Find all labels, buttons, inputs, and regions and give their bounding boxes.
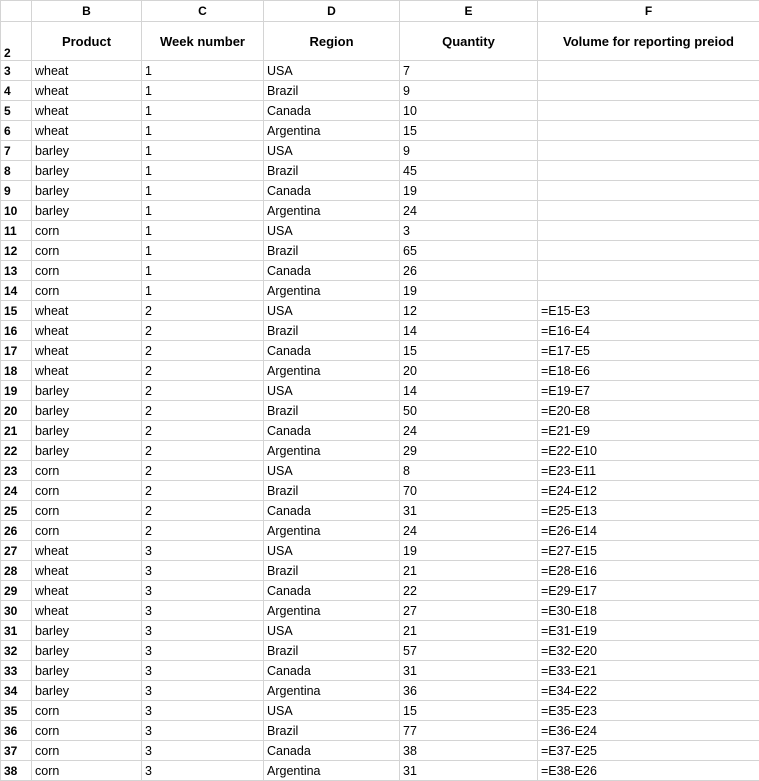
cell-volume[interactable]	[538, 81, 759, 101]
cell-quantity[interactable]: 22	[400, 581, 538, 601]
table-row	[1, 401, 759, 421]
cell-week-number[interactable]: 2	[142, 301, 264, 321]
cell-volume[interactable]	[538, 121, 759, 141]
table-row	[1, 61, 759, 81]
cell-week-number[interactable]: 2	[142, 481, 264, 501]
cell-product[interactable]: corn	[32, 741, 142, 761]
cell-quantity[interactable]: 31	[400, 501, 538, 521]
cell-region[interactable]: USA	[264, 701, 400, 721]
cell-volume[interactable]	[538, 101, 759, 121]
cell-quantity[interactable]: 12	[400, 301, 538, 321]
table-row	[1, 161, 759, 181]
cell-volume[interactable]: =E21-E9	[538, 421, 759, 441]
row-number[interactable]: 5	[1, 101, 32, 121]
cell-week-number[interactable]: 1	[142, 161, 264, 181]
cell-region[interactable]: USA	[264, 301, 400, 321]
cell-region[interactable]: USA	[264, 381, 400, 401]
row-number[interactable]: 33	[1, 661, 32, 681]
cell-volume[interactable]: =E25-E13	[538, 501, 759, 521]
table-row	[1, 321, 759, 341]
cell-quantity[interactable]: 36	[400, 681, 538, 701]
row-number[interactable]: 30	[1, 601, 32, 621]
cell-week-number[interactable]: 3	[142, 761, 264, 781]
cell-product[interactable]: wheat	[32, 541, 142, 561]
cell-volume[interactable]: =E20-E8	[538, 401, 759, 421]
cell-quantity[interactable]: 27	[400, 601, 538, 621]
cell-region[interactable]: Brazil	[264, 81, 400, 101]
cell-product[interactable]: barley	[32, 381, 142, 401]
cell-product[interactable]: barley	[32, 621, 142, 641]
cell-volume[interactable]: =E38-E26	[538, 761, 759, 781]
table-row	[1, 521, 759, 541]
select-all-corner[interactable]	[1, 1, 32, 22]
cell-quantity[interactable]: 10	[400, 101, 538, 121]
table-row	[1, 501, 759, 521]
cell-region[interactable]: USA	[264, 461, 400, 481]
cell-volume[interactable]: =E27-E15	[538, 541, 759, 561]
cell-quantity[interactable]: 24	[400, 421, 538, 441]
cell-volume[interactable]: =E34-E22	[538, 681, 759, 701]
cell-region[interactable]: Argentina	[264, 521, 400, 541]
cell-volume[interactable]	[538, 221, 759, 241]
cell-week-number[interactable]: 2	[142, 341, 264, 361]
table-row	[1, 761, 759, 781]
table-row	[1, 561, 759, 581]
cell-region[interactable]: Argentina	[264, 601, 400, 621]
table-row	[1, 721, 759, 741]
cell-week-number[interactable]: 2	[142, 501, 264, 521]
row-number[interactable]: 9	[1, 181, 32, 201]
cell-week-number[interactable]: 3	[142, 681, 264, 701]
cell-volume[interactable]: =E22-E10	[538, 441, 759, 461]
row-number[interactable]: 19	[1, 381, 32, 401]
cell-quantity[interactable]: 20	[400, 361, 538, 381]
cell-quantity[interactable]: 29	[400, 441, 538, 461]
cell-week-number[interactable]: 2	[142, 441, 264, 461]
cell-region[interactable]: Argentina	[264, 681, 400, 701]
cell-product[interactable]: wheat	[32, 341, 142, 361]
cell-week-number[interactable]: 3	[142, 541, 264, 561]
header-region[interactable]: Region	[264, 22, 400, 61]
cell-quantity[interactable]: 77	[400, 721, 538, 741]
cell-quantity[interactable]: 9	[400, 81, 538, 101]
cell-product[interactable]: corn	[32, 461, 142, 481]
cell-week-number[interactable]: 3	[142, 721, 264, 741]
cell-quantity[interactable]: 9	[400, 141, 538, 161]
cell-region[interactable]: Canada	[264, 341, 400, 361]
cell-quantity[interactable]: 15	[400, 341, 538, 361]
cell-volume[interactable]: =E16-E4	[538, 321, 759, 341]
cell-quantity[interactable]: 19	[400, 281, 538, 301]
cell-volume[interactable]: =E36-E24	[538, 721, 759, 741]
cell-region[interactable]: Argentina	[264, 361, 400, 381]
cell-region[interactable]: Canada	[264, 261, 400, 281]
cell-quantity[interactable]: 24	[400, 521, 538, 541]
table-row	[1, 341, 759, 361]
cell-week-number[interactable]: 1	[142, 121, 264, 141]
cell-quantity[interactable]: 7	[400, 61, 538, 81]
cell-product[interactable]: barley	[32, 181, 142, 201]
cell-region[interactable]: USA	[264, 141, 400, 161]
cell-region[interactable]: Canada	[264, 581, 400, 601]
table-row	[1, 81, 759, 101]
table-row	[1, 101, 759, 121]
row-number[interactable]: 31	[1, 621, 32, 641]
cell-quantity[interactable]: 38	[400, 741, 538, 761]
cell-volume[interactable]	[538, 201, 759, 221]
cell-product[interactable]: corn	[32, 221, 142, 241]
column-header-f[interactable]: F	[538, 1, 759, 22]
cell-volume[interactable]	[538, 61, 759, 81]
row-number[interactable]: 4	[1, 81, 32, 101]
table-row	[1, 201, 759, 221]
row-number[interactable]: 13	[1, 261, 32, 281]
cell-week-number[interactable]: 2	[142, 321, 264, 341]
cell-region[interactable]: USA	[264, 541, 400, 561]
row-number[interactable]: 3	[1, 61, 32, 81]
cell-volume[interactable]: =E30-E18	[538, 601, 759, 621]
cell-week-number[interactable]: 2	[142, 521, 264, 541]
cell-week-number[interactable]: 3	[142, 621, 264, 641]
cell-product[interactable]: corn	[32, 721, 142, 741]
row-number[interactable]: 28	[1, 561, 32, 581]
cell-product[interactable]: corn	[32, 281, 142, 301]
cell-quantity[interactable]: 21	[400, 621, 538, 641]
cell-region[interactable]: Canada	[264, 741, 400, 761]
cell-volume[interactable]	[538, 241, 759, 261]
row-number[interactable]: 6	[1, 121, 32, 141]
table-row	[1, 581, 759, 601]
row-number[interactable]: 7	[1, 141, 32, 161]
cell-region[interactable]: USA	[264, 61, 400, 81]
cell-quantity[interactable]: 57	[400, 641, 538, 661]
row-number[interactable]: 12	[1, 241, 32, 261]
table-row	[1, 361, 759, 381]
cell-quantity[interactable]: 15	[400, 701, 538, 721]
cell-week-number[interactable]: 1	[142, 241, 264, 261]
row-number[interactable]: 29	[1, 581, 32, 601]
cell-product[interactable]: barley	[32, 441, 142, 461]
cell-volume[interactable]: =E29-E17	[538, 581, 759, 601]
cell-week-number[interactable]: 3	[142, 741, 264, 761]
cell-week-number[interactable]: 3	[142, 701, 264, 721]
cell-quantity[interactable]: 26	[400, 261, 538, 281]
header-volume-for-reporting-period[interactable]: Volume for reporting preiod	[538, 22, 759, 61]
cell-week-number[interactable]: 3	[142, 561, 264, 581]
cell-region[interactable]: Brazil	[264, 561, 400, 581]
cell-volume[interactable]	[538, 181, 759, 201]
cell-week-number[interactable]: 3	[142, 601, 264, 621]
cell-region[interactable]: USA	[264, 221, 400, 241]
cell-quantity[interactable]: 8	[400, 461, 538, 481]
cell-region[interactable]: Canada	[264, 501, 400, 521]
cell-product[interactable]: wheat	[32, 581, 142, 601]
table-row	[1, 701, 759, 721]
table-row	[1, 421, 759, 441]
cell-product[interactable]: wheat	[32, 321, 142, 341]
table-row	[1, 221, 759, 241]
row-number[interactable]: 34	[1, 681, 32, 701]
row-number[interactable]: 21	[1, 421, 32, 441]
cell-region[interactable]: Canada	[264, 181, 400, 201]
cell-volume[interactable]: =E31-E19	[538, 621, 759, 641]
cell-region[interactable]: Argentina	[264, 761, 400, 781]
cell-region[interactable]: Brazil	[264, 241, 400, 261]
cell-quantity[interactable]: 3	[400, 221, 538, 241]
cell-product[interactable]: corn	[32, 261, 142, 281]
cell-volume[interactable]: =E15-E3	[538, 301, 759, 321]
table-row	[1, 181, 759, 201]
table-row	[1, 441, 759, 461]
table-row	[1, 681, 759, 701]
table-row	[1, 601, 759, 621]
table-row	[1, 541, 759, 561]
cell-volume[interactable]: =E17-E5	[538, 341, 759, 361]
cell-week-number[interactable]: 3	[142, 581, 264, 601]
cell-week-number[interactable]: 3	[142, 641, 264, 661]
row-number[interactable]: 2	[1, 22, 32, 61]
cell-quantity[interactable]: 65	[400, 241, 538, 261]
cell-volume[interactable]: =E23-E11	[538, 461, 759, 481]
table-row	[1, 481, 759, 501]
cell-product[interactable]: wheat	[32, 121, 142, 141]
cell-product[interactable]: wheat	[32, 81, 142, 101]
cell-product[interactable]: wheat	[32, 61, 142, 81]
cell-region[interactable]: Canada	[264, 661, 400, 681]
cell-region[interactable]: Argentina	[264, 281, 400, 301]
row-number[interactable]: 8	[1, 161, 32, 181]
cell-product[interactable]: corn	[32, 241, 142, 261]
cell-week-number[interactable]: 1	[142, 221, 264, 241]
row-number[interactable]: 36	[1, 721, 32, 741]
cell-product[interactable]: corn	[32, 761, 142, 781]
cell-product[interactable]: barley	[32, 421, 142, 441]
row-number[interactable]: 24	[1, 481, 32, 501]
table-header-row	[1, 22, 759, 61]
cell-region[interactable]: Argentina	[264, 121, 400, 141]
cell-quantity[interactable]: 31	[400, 761, 538, 781]
cell-quantity[interactable]: 21	[400, 561, 538, 581]
cell-week-number[interactable]: 3	[142, 661, 264, 681]
cell-region[interactable]: Brazil	[264, 481, 400, 501]
row-number[interactable]: 25	[1, 501, 32, 521]
cell-volume[interactable]: =E35-E23	[538, 701, 759, 721]
cell-volume[interactable]	[538, 141, 759, 161]
cell-week-number[interactable]: 1	[142, 281, 264, 301]
cell-region[interactable]: Argentina	[264, 441, 400, 461]
cell-quantity[interactable]: 45	[400, 161, 538, 181]
row-number[interactable]: 23	[1, 461, 32, 481]
cell-product[interactable]: barley	[32, 641, 142, 661]
cell-week-number[interactable]: 1	[142, 261, 264, 281]
row-number[interactable]: 38	[1, 761, 32, 781]
cell-product[interactable]: barley	[32, 201, 142, 221]
row-number[interactable]: 37	[1, 741, 32, 761]
column-header-d[interactable]: D	[264, 1, 400, 22]
cell-product[interactable]: barley	[32, 661, 142, 681]
column-header-e[interactable]: E	[400, 1, 538, 22]
cell-week-number[interactable]: 1	[142, 141, 264, 161]
cell-week-number[interactable]: 2	[142, 421, 264, 441]
cell-product[interactable]: corn	[32, 521, 142, 541]
row-number[interactable]: 15	[1, 301, 32, 321]
table-row	[1, 141, 759, 161]
cell-week-number[interactable]: 1	[142, 181, 264, 201]
column-header-c[interactable]: C	[142, 1, 264, 22]
cell-volume[interactable]	[538, 281, 759, 301]
table-row	[1, 241, 759, 261]
row-number[interactable]: 11	[1, 221, 32, 241]
cell-quantity[interactable]: 31	[400, 661, 538, 681]
table-row	[1, 741, 759, 761]
cell-region[interactable]: USA	[264, 621, 400, 641]
cell-quantity[interactable]: 24	[400, 201, 538, 221]
cell-product[interactable]: barley	[32, 161, 142, 181]
cell-quantity[interactable]: 19	[400, 541, 538, 561]
row-number[interactable]: 32	[1, 641, 32, 661]
cell-quantity[interactable]: 19	[400, 181, 538, 201]
cell-product[interactable]: wheat	[32, 301, 142, 321]
row-number[interactable]: 27	[1, 541, 32, 561]
cell-week-number[interactable]: 1	[142, 101, 264, 121]
cell-week-number[interactable]: 2	[142, 361, 264, 381]
row-number[interactable]: 17	[1, 341, 32, 361]
cell-product[interactable]: barley	[32, 401, 142, 421]
row-number[interactable]: 20	[1, 401, 32, 421]
cell-quantity[interactable]: 14	[400, 321, 538, 341]
header-quantity[interactable]: Quantity	[400, 22, 538, 61]
row-number[interactable]: 22	[1, 441, 32, 461]
cell-volume[interactable]	[538, 261, 759, 281]
cell-volume[interactable]	[538, 161, 759, 181]
cell-volume[interactable]: =E18-E6	[538, 361, 759, 381]
row-number[interactable]: 14	[1, 281, 32, 301]
cell-region[interactable]: Argentina	[264, 201, 400, 221]
cell-product[interactable]: wheat	[32, 101, 142, 121]
cell-volume[interactable]: =E24-E12	[538, 481, 759, 501]
row-number[interactable]: 26	[1, 521, 32, 541]
row-number[interactable]: 10	[1, 201, 32, 221]
column-header-row	[1, 1, 759, 22]
cell-product[interactable]: corn	[32, 701, 142, 721]
cell-week-number[interactable]: 1	[142, 201, 264, 221]
cell-product[interactable]: wheat	[32, 601, 142, 621]
cell-volume[interactable]: =E26-E14	[538, 521, 759, 541]
cell-product[interactable]: barley	[32, 681, 142, 701]
table-row	[1, 461, 759, 481]
table-row	[1, 381, 759, 401]
header-week-number[interactable]: Week number	[142, 22, 264, 61]
cell-quantity[interactable]: 14	[400, 381, 538, 401]
cell-volume[interactable]: =E28-E16	[538, 561, 759, 581]
cell-week-number[interactable]: 2	[142, 401, 264, 421]
cell-quantity[interactable]: 50	[400, 401, 538, 421]
column-header-b[interactable]: B	[32, 1, 142, 22]
cell-product[interactable]: corn	[32, 501, 142, 521]
row-number[interactable]: 35	[1, 701, 32, 721]
header-product[interactable]: Product	[32, 22, 142, 61]
cell-volume[interactable]: =E32-E20	[538, 641, 759, 661]
cell-product[interactable]: wheat	[32, 361, 142, 381]
table-row	[1, 621, 759, 641]
table-row	[1, 121, 759, 141]
cell-volume[interactable]: =E37-E25	[538, 741, 759, 761]
row-number[interactable]: 18	[1, 361, 32, 381]
cell-quantity[interactable]: 70	[400, 481, 538, 501]
table-row	[1, 281, 759, 301]
cell-region[interactable]: Brazil	[264, 641, 400, 661]
cell-region[interactable]: Canada	[264, 421, 400, 441]
table-row	[1, 641, 759, 661]
cell-week-number[interactable]: 2	[142, 381, 264, 401]
table-row	[1, 661, 759, 681]
row-number[interactable]: 16	[1, 321, 32, 341]
cell-week-number[interactable]: 1	[142, 81, 264, 101]
cell-region[interactable]: Canada	[264, 101, 400, 121]
cell-volume[interactable]: =E19-E7	[538, 381, 759, 401]
cell-product[interactable]: barley	[32, 141, 142, 161]
cell-region[interactable]: Brazil	[264, 721, 400, 741]
cell-region[interactable]: Brazil	[264, 161, 400, 181]
cell-volume[interactable]: =E33-E21	[538, 661, 759, 681]
cell-week-number[interactable]: 2	[142, 461, 264, 481]
table-row	[1, 261, 759, 281]
cell-product[interactable]: wheat	[32, 561, 142, 581]
cell-region[interactable]: Brazil	[264, 401, 400, 421]
cell-region[interactable]: Brazil	[264, 321, 400, 341]
cell-week-number[interactable]: 1	[142, 61, 264, 81]
table-row	[1, 301, 759, 321]
cell-product[interactable]: corn	[32, 481, 142, 501]
cell-quantity[interactable]: 15	[400, 121, 538, 141]
